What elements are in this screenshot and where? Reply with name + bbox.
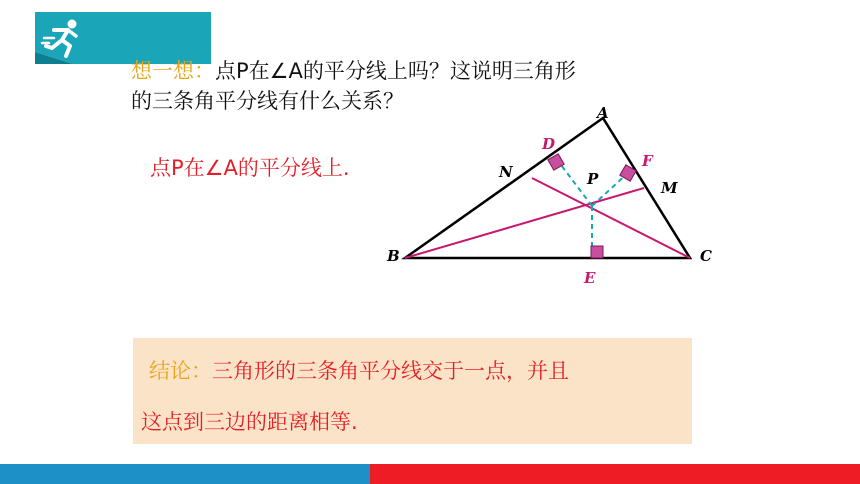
label-e: E [584,269,596,287]
question-line1: 点P在∠A的平分线上吗？这说明三角形 [215,59,576,83]
conclusion-line1: 三角形的三条角平分线交于一点，并且 [212,359,569,383]
bisector-b [405,188,644,258]
conclusion-line1-wrap [149,356,569,386]
label-p: P [587,170,599,188]
question-line2: 的三条角平分线有什么关系？ [131,89,404,113]
label-a: A [597,104,609,122]
label-d: D [542,135,556,153]
question-label: 想一想： [131,59,215,83]
label-m: M [661,179,678,197]
triangle-figure [370,98,730,298]
answer-text: 点P在∠A的平分线上. [150,156,350,180]
footer-bar-red [370,464,860,484]
footer-bar-blue [0,464,370,484]
label-n: N [499,163,513,181]
conclusion-box [133,338,692,444]
label-b: B [387,247,400,265]
right-angle-e [591,246,603,258]
running-person-icon [40,16,86,60]
label-f: F [642,152,653,170]
conclusion-label: 结论： [149,359,212,383]
label-c: C [700,247,712,265]
conclusion-line2: 这点到三边的距离相等. [141,410,358,434]
